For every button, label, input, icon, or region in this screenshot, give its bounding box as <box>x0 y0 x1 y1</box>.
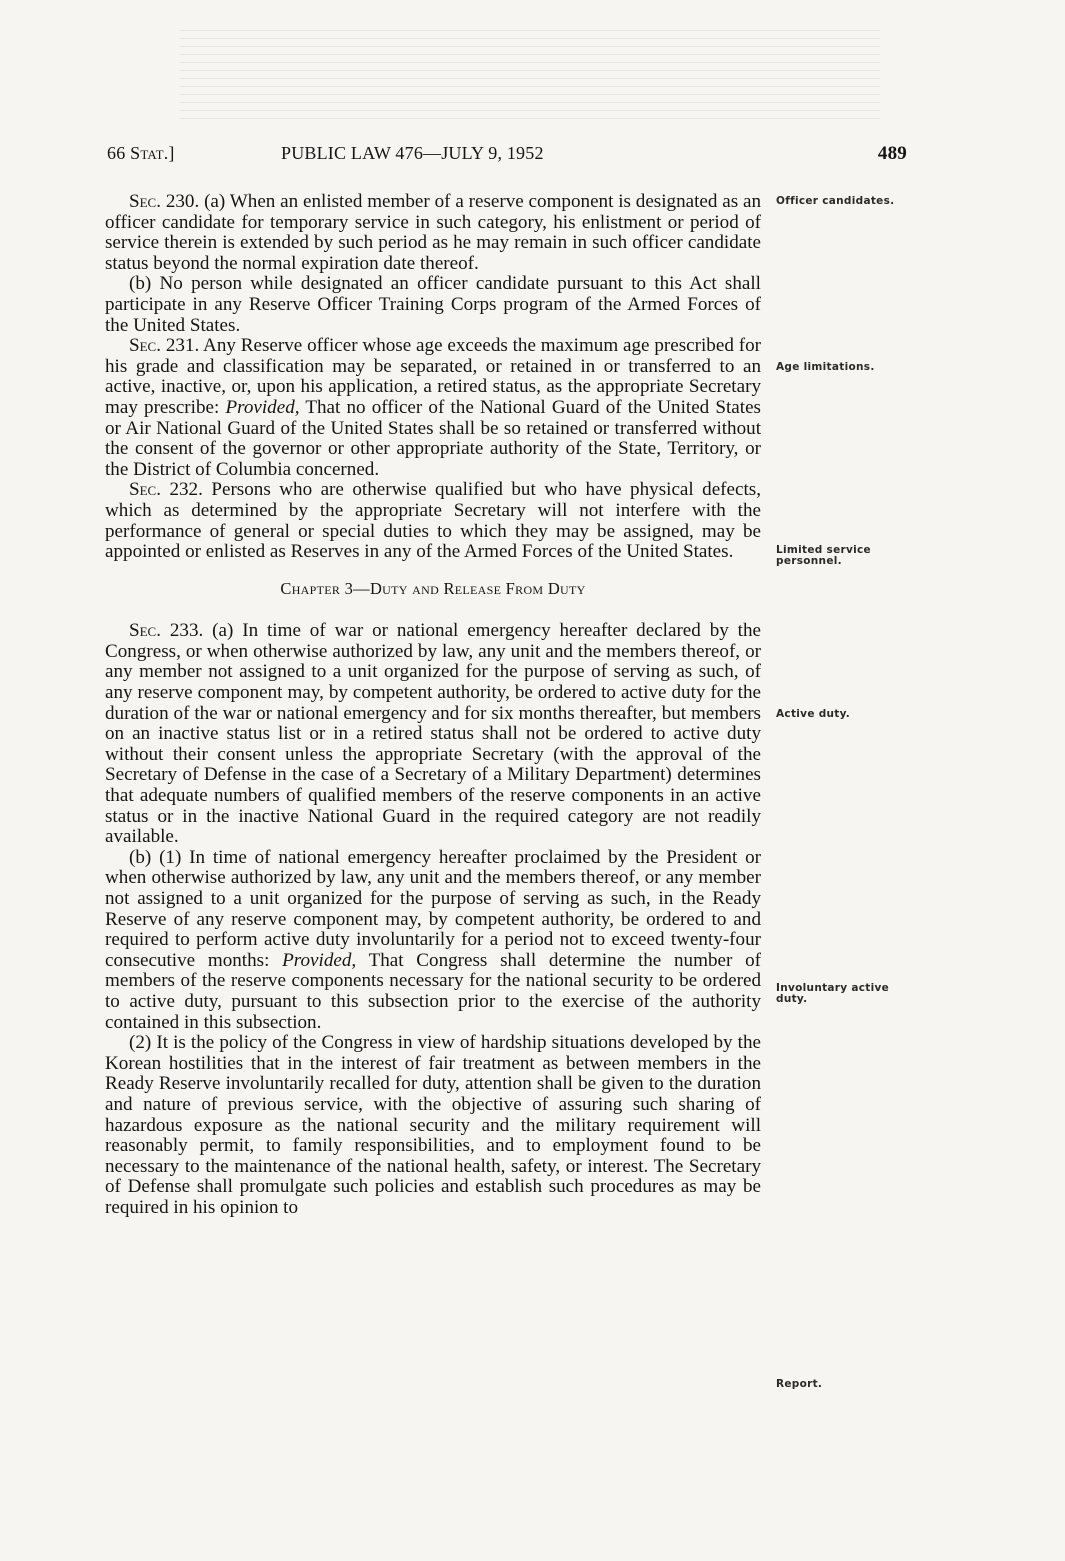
body-text <box>105 192 761 1219</box>
margin-note-limited-service: Limited service personnel. <box>776 544 871 567</box>
chapter-heading: Chapter 3—Duty and Release From Duty <box>280 578 586 598</box>
running-header <box>107 143 907 169</box>
page-number: 489 <box>877 143 907 164</box>
margin-note-officer-candidates: Officer candidates. <box>776 195 895 207</box>
volume-reference: 66 Stat.] <box>107 143 175 163</box>
header-title: PUBLIC LAW 476—JULY 9, 1952 <box>281 143 544 163</box>
paragraph-sec-230-b: (b) No person while designated an officer candidate pursuant to this Act shall participate in any Reserve Officer Training Corps program of the Armed Forces of the United States. <box>105 273 761 336</box>
margin-note-active-duty: Active duty. <box>776 708 851 720</box>
bleed-through-texture <box>180 30 880 120</box>
paragraph-sec-231: Sec. 231. Any Reserve officer whose age exceeds the maximum age prescribed for his grade and classification may be separated, or retained in or transferred to an active, inactive, or, upon his application, a retired status, as the appropriate Secretary may prescribe: Provided, That no officer of the National Guard of the United States or Air National Guard of the United States shall be so retained or transferred without the consent of the governor or other appropriate authority of the State, Territory, or the District of Columbia concerned. <box>105 335 761 480</box>
paragraph-sec-233-b-2: (2) It is the policy of the Congress in view of hardship situations developed by the Korean hostilities that in the interest of fair treatment as between members in the Ready Reserve involuntarily recalled for duty, attention shall be given to the duration and nature of previous service, with the objective of assuring such sharing of hazardous exposure as the national security and the military requirement will reasonably permit, to family responsibilities, and to employment found to be necessary to the maintenance of the national health, safety, or interest. The Secretary of Defense shall promulgate such policies and establish such procedures as may be required in his opinion to <box>105 1032 761 1218</box>
paragraph-sec-233-b-1: (b) (1) In time of national emergency hereafter proclaimed by the President or when otherwise authorized by law, any unit and the members thereof, or any member not assigned to a unit organized for the purpose of serving as such, in the Ready Reserve of any reserve component may, by competent authority, be ordered to and required to perform active duty involuntarily for a period not to exceed twenty-four consecutive months: Provided, That Congress shall determine the number of members of the reserve components necessary for the national security to be ordered to active duty, pursuant to this subsection prior to the exercise of the authority contained in this subsection. <box>105 846 761 1033</box>
margin-note-age-limitations: Age limitations. <box>776 361 875 373</box>
paragraph-sec-232: Sec. 232. Persons who are otherwise qualified but who have physical defects, which as determined by the appropriate Secretary will not interfere with the performance of general or special duties to which they may be assigned, may be appointed or enlisted as Reserves in any of the Armed Forces of the United States. <box>105 479 761 563</box>
paragraph-sec-233-a: Sec. 233. (a) In time of war or national emergency hereafter declared by the Congress, or when otherwise authorized by law, any unit and the members thereof, or any member not assigned to a unit organized for the purpose of serving as such, of any reserve component may, by competent authority, be ordered to active duty for the duration of the war or national emergency and for six months thereafter, but members on an inactive status list or in a retired status shall not be ordered to active duty without their consent unless the appropriate Secretary (with the approval of the Secretary of Defense in the case of a Secretary of a Military Department) determines that adequate numbers of qualified members of the reserve components in an active status or in the inactive National Guard in the required category are not readily available. <box>105 620 761 848</box>
margin-note-involuntary-active-duty: Involuntary active duty. <box>776 982 890 1005</box>
margin-note-report: Report. <box>776 1378 823 1390</box>
paragraph-sec-230-a: Sec. 230. (a) When an enlisted member of a reserve component is designated as an officer candidate for temporary service in such category, his enlistment or period of service therein is extended by such period as he may remain in such officer candidate status beyond the normal expiration date thereof. <box>105 191 761 274</box>
